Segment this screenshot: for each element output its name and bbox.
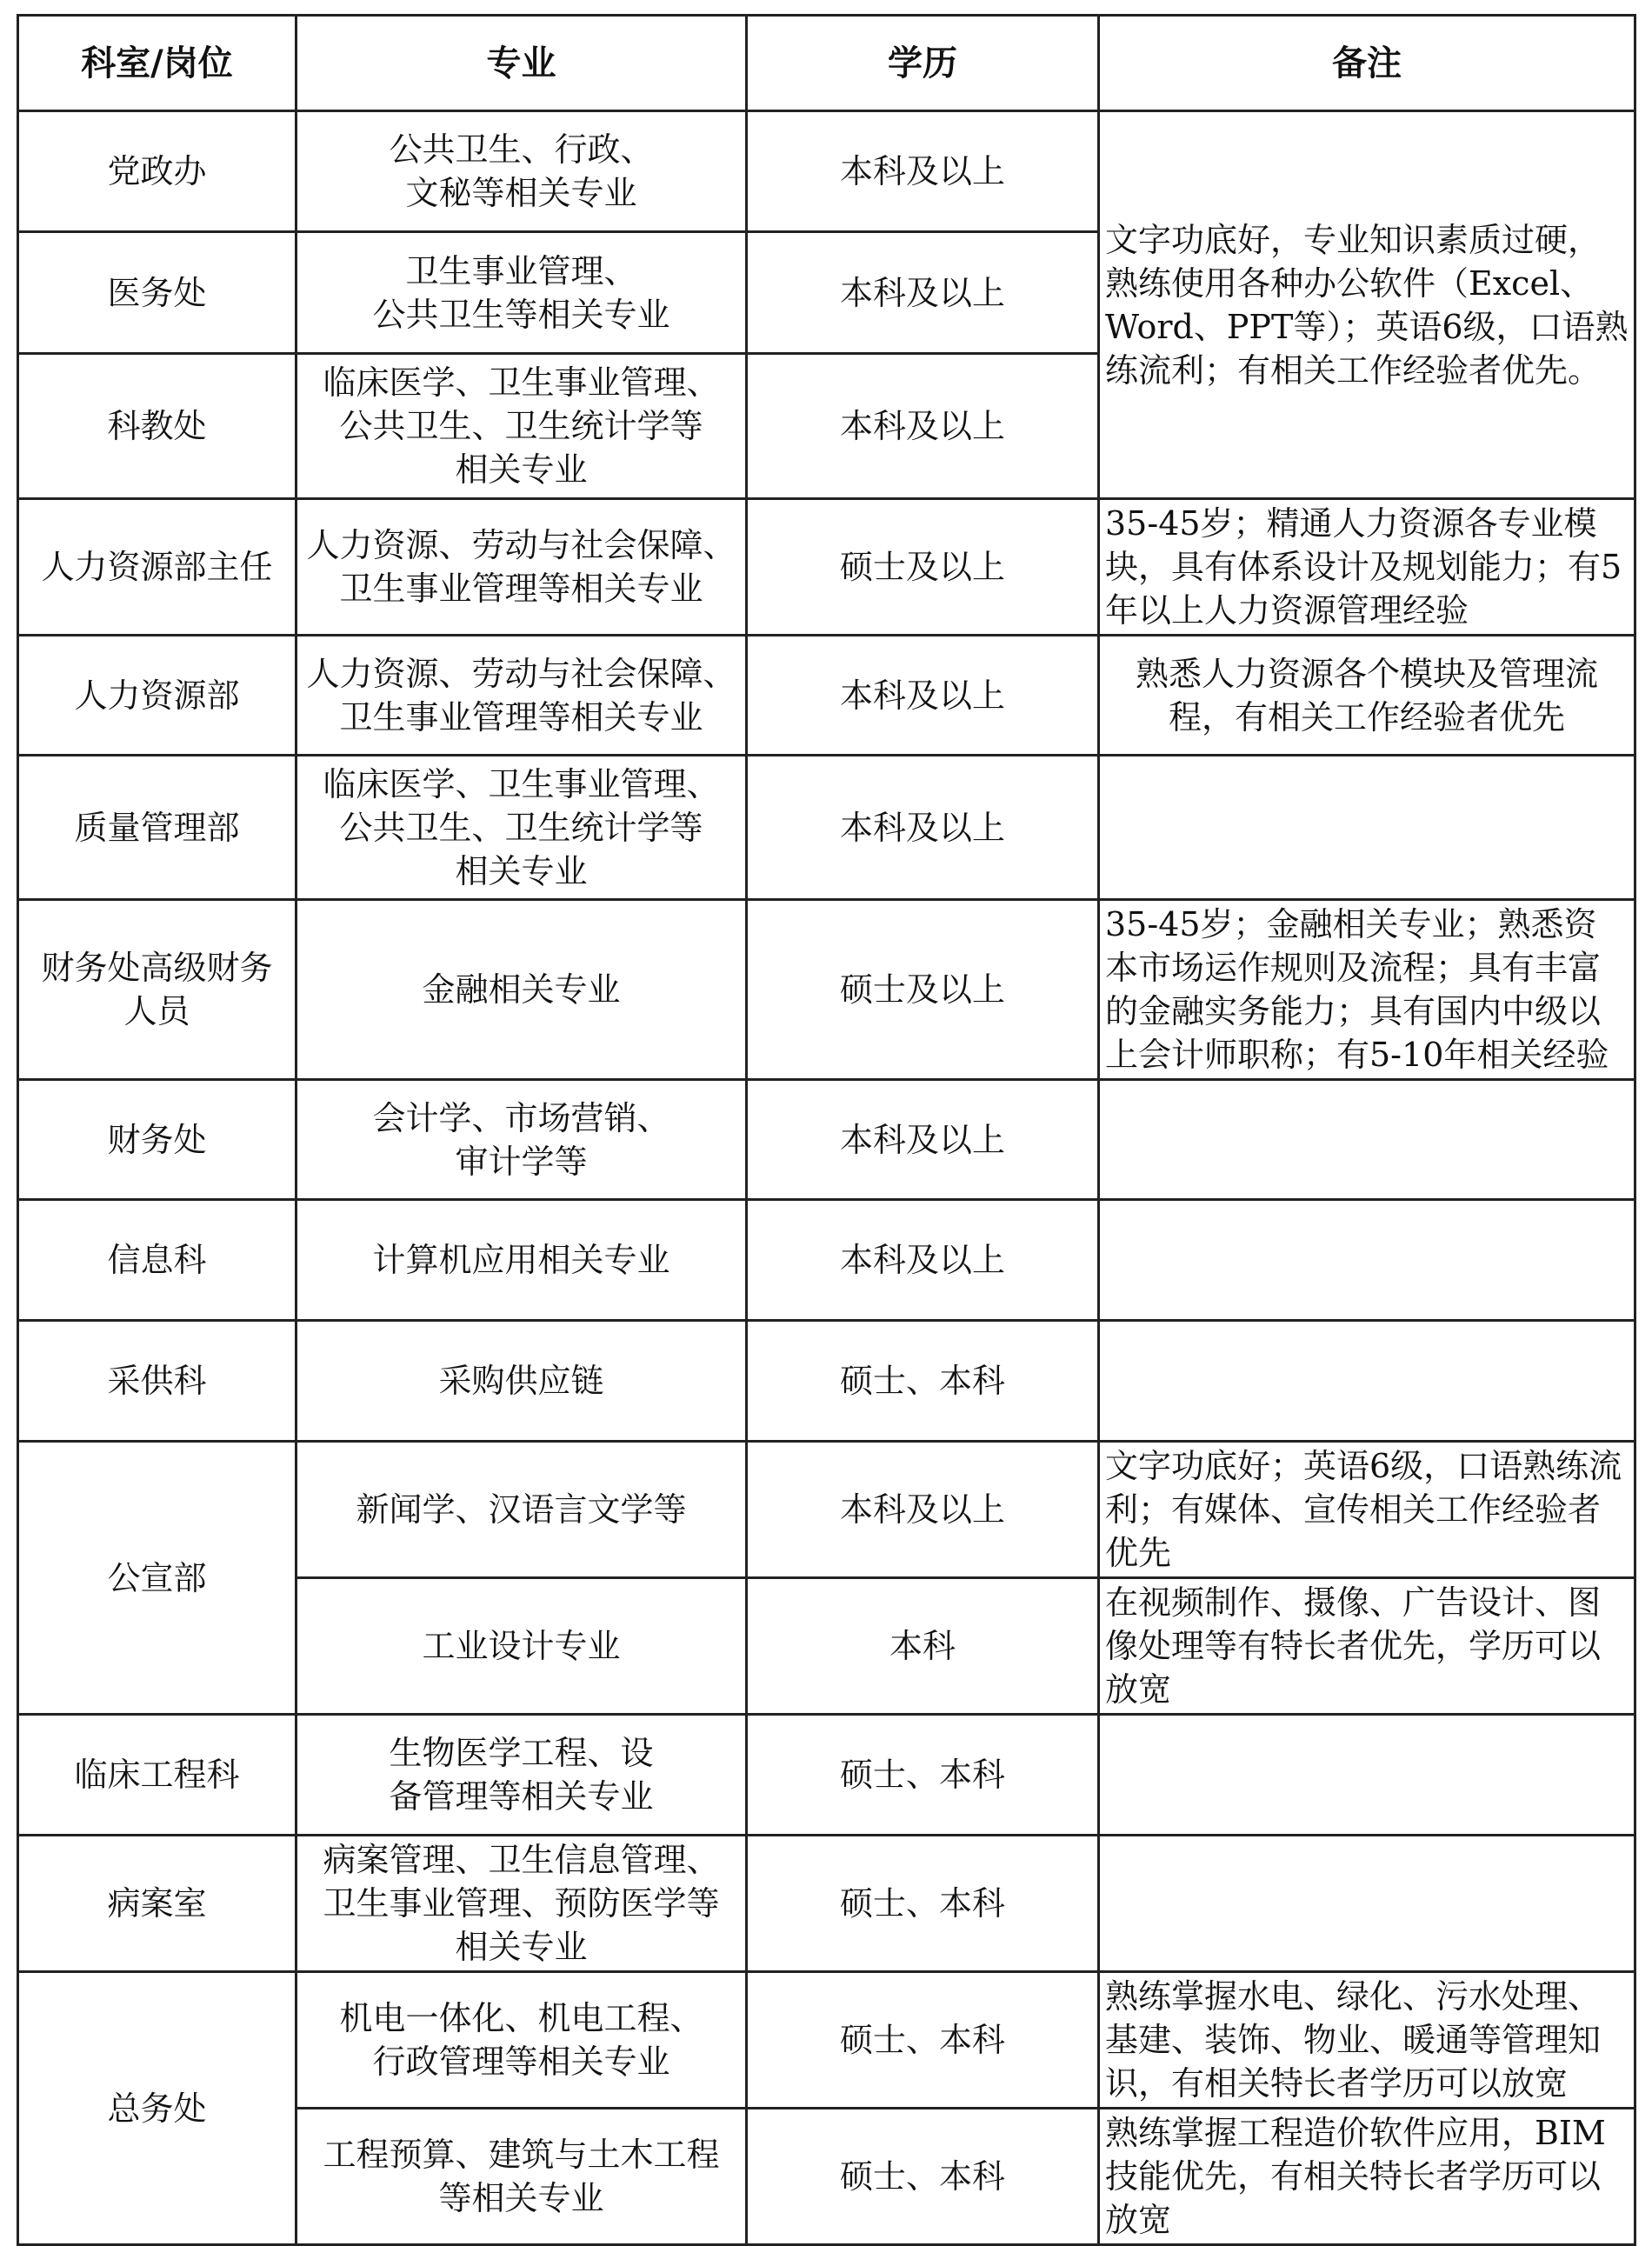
education-cell: 硕士、本科 — [747, 1321, 1099, 1442]
notes-cell — [1099, 756, 1635, 900]
header-row — [18, 16, 1635, 111]
header-notes: 备注 — [1099, 16, 1635, 111]
header-major: 专业 — [296, 16, 747, 111]
notes-cell — [1099, 1836, 1635, 1972]
notes-cell — [1099, 1080, 1635, 1200]
notes-cell — [1099, 1321, 1635, 1442]
education-cell: 硕士、本科 — [747, 1972, 1099, 2109]
education-cell: 本科及以上 — [747, 1080, 1099, 1200]
table-row — [18, 1321, 1635, 1442]
notes-cell: 文字功底好，专业知识素质过硬，熟练使用各种办公软件（Excel、Word、PPT等）；英语6级，口语熟练流利；有相关工作经验者优先。 — [1099, 111, 1635, 499]
table-row — [18, 1200, 1635, 1321]
major-cell: 病案管理、卫生信息管理、 卫生事业管理、预防医学等 相关专业 — [296, 1836, 747, 1972]
major-cell: 公共卫生、行政、 文秘等相关专业 — [296, 111, 747, 232]
major-cell: 卫生事业管理、 公共卫生等相关专业 — [296, 232, 747, 354]
dept-cell: 人力资源部主任 — [18, 499, 296, 636]
education-cell: 本科及以上 — [747, 636, 1099, 756]
dept-cell: 人力资源部 — [18, 636, 296, 756]
dept-cell: 质量管理部 — [18, 756, 296, 900]
notes-cell: 熟练掌握水电、绿化、污水处理、基建、装饰、物业、暖通等管理知识，有相关特长者学历可以放宽 — [1099, 1972, 1635, 2109]
major-cell: 机电一体化、机电工程、 行政管理等相关专业 — [296, 1972, 747, 2109]
table-row — [18, 1080, 1635, 1200]
table-row — [18, 1836, 1635, 1972]
major-cell: 工业设计专业 — [296, 1578, 747, 1715]
dept-cell: 公宣部 — [18, 1442, 296, 1715]
education-cell: 硕士、本科 — [747, 1715, 1099, 1836]
education-cell: 本科及以上 — [747, 354, 1099, 499]
notes-cell: 35-45岁；金融相关专业；熟悉资本市场运作规则及流程；具有丰富的金融实务能力；具有国内中级以上会计师职称；有5-10年相关经验 — [1099, 900, 1635, 1080]
header-education: 学历 — [747, 16, 1099, 111]
education-cell: 本科及以上 — [747, 1442, 1099, 1578]
header-dept: 科室/岗位 — [18, 16, 296, 111]
education-cell: 本科及以上 — [747, 756, 1099, 900]
notes-cell — [1099, 1200, 1635, 1321]
major-cell: 金融相关专业 — [296, 900, 747, 1080]
major-cell: 生物医学工程、设 备管理等相关专业 — [296, 1715, 747, 1836]
notes-cell — [1099, 1715, 1635, 1836]
education-cell: 硕士、本科 — [747, 2109, 1099, 2245]
education-cell: 本科及以上 — [747, 111, 1099, 232]
education-cell: 本科及以上 — [747, 1200, 1099, 1321]
education-cell: 本科及以上 — [747, 232, 1099, 354]
major-cell: 临床医学、卫生事业管理、 公共卫生、卫生统计学等 相关专业 — [296, 354, 747, 499]
dept-cell: 信息科 — [18, 1200, 296, 1321]
notes-cell: 熟悉人力资源各个模块及管理流 程，有相关工作经验者优先 — [1099, 636, 1635, 756]
table-row — [18, 900, 1635, 1080]
table-row — [18, 1715, 1635, 1836]
major-cell: 计算机应用相关专业 — [296, 1200, 747, 1321]
dept-cell: 总务处 — [18, 1972, 296, 2245]
education-cell: 本科 — [747, 1578, 1099, 1715]
dept-cell: 财务处高级财务 人员 — [18, 900, 296, 1080]
dept-cell: 采供科 — [18, 1321, 296, 1442]
notes-cell: 熟练掌握工程造价软件应用，BIM技能优先，有相关特长者学历可以放宽 — [1099, 2109, 1635, 2245]
major-cell: 会计学、市场营销、 审计学等 — [296, 1080, 747, 1200]
table-row — [18, 636, 1635, 756]
notes-cell: 在视频制作、摄像、广告设计、图像处理等有特长者优先，学历可以放宽 — [1099, 1578, 1635, 1715]
dept-cell: 科教处 — [18, 354, 296, 499]
major-cell: 人力资源、劳动与社会保障、 卫生事业管理等相关专业 — [296, 636, 747, 756]
table-row — [18, 756, 1635, 900]
table-row — [18, 1972, 1635, 2109]
education-cell: 硕士及以上 — [747, 499, 1099, 636]
table-row — [18, 499, 1635, 636]
major-cell: 临床医学、卫生事业管理、 公共卫生、卫生统计学等 相关专业 — [296, 756, 747, 900]
education-cell: 硕士及以上 — [747, 900, 1099, 1080]
table-row — [18, 111, 1635, 232]
dept-cell: 临床工程科 — [18, 1715, 296, 1836]
dept-cell: 医务处 — [18, 232, 296, 354]
major-cell: 新闻学、汉语言文学等 — [296, 1442, 747, 1578]
dept-cell: 财务处 — [18, 1080, 296, 1200]
education-cell: 硕士、本科 — [747, 1836, 1099, 1972]
notes-cell: 文字功底好；英语6级，口语熟练流利；有媒体、宣传相关工作经验者优先 — [1099, 1442, 1635, 1578]
table-row — [18, 1442, 1635, 1578]
dept-cell: 党政办 — [18, 111, 296, 232]
notes-cell: 35-45岁；精通人力资源各专业模块，具有体系设计及规划能力；有5年以上人力资源管理经验 — [1099, 499, 1635, 636]
major-cell: 人力资源、劳动与社会保障、 卫生事业管理等相关专业 — [296, 499, 747, 636]
recruitment-table — [17, 14, 1636, 2246]
dept-cell: 病案室 — [18, 1836, 296, 1972]
major-cell: 工程预算、建筑与土木工程 等相关专业 — [296, 2109, 747, 2245]
major-cell: 采购供应链 — [296, 1321, 747, 1442]
